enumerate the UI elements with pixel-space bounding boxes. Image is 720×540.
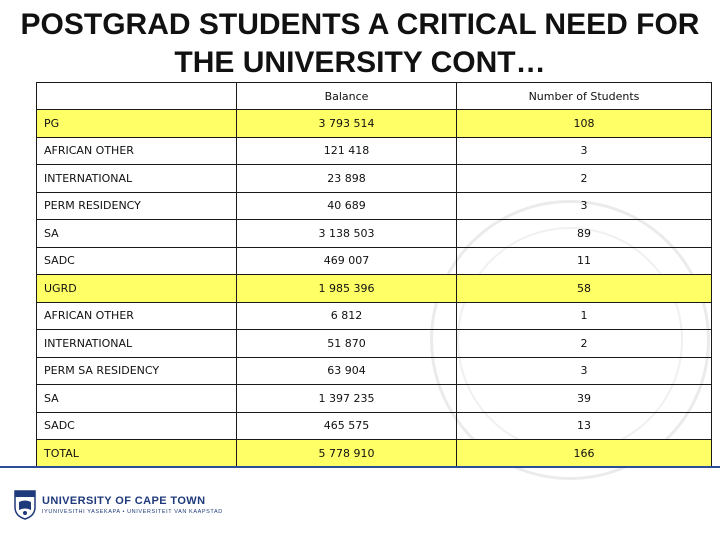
row-balance: 23 898 bbox=[237, 165, 457, 193]
row-number-of-students: 108 bbox=[457, 110, 712, 138]
row-number-of-students: 89 bbox=[457, 220, 712, 248]
table-row bbox=[37, 220, 712, 248]
table-row bbox=[37, 192, 712, 220]
row-number-of-students: 2 bbox=[457, 330, 712, 358]
row-number-of-students: 58 bbox=[457, 275, 712, 303]
row-label: SA bbox=[37, 220, 237, 248]
university-logo bbox=[14, 490, 223, 520]
row-number-of-students: 39 bbox=[457, 385, 712, 413]
table-row bbox=[37, 110, 712, 138]
table-row bbox=[37, 357, 712, 385]
row-label: SADC bbox=[37, 412, 237, 440]
header-number-of-students: Number of Students bbox=[457, 83, 712, 110]
row-label: UGRD bbox=[37, 275, 237, 303]
row-label: SADC bbox=[37, 247, 237, 275]
row-label: SA bbox=[37, 385, 237, 413]
table-row bbox=[37, 247, 712, 275]
table-row bbox=[37, 165, 712, 193]
row-number-of-students: 3 bbox=[457, 357, 712, 385]
row-balance: 121 418 bbox=[237, 137, 457, 165]
table-row bbox=[37, 412, 712, 440]
row-balance: 469 007 bbox=[237, 247, 457, 275]
table-header-row bbox=[37, 83, 712, 110]
footer-divider bbox=[0, 466, 720, 468]
row-balance: 1 985 396 bbox=[237, 275, 457, 303]
row-label: PERM RESIDENCY bbox=[37, 192, 237, 220]
table-row bbox=[37, 385, 712, 413]
row-label: PERM SA RESIDENCY bbox=[37, 357, 237, 385]
table-row bbox=[37, 330, 712, 358]
row-number-of-students: 1 bbox=[457, 302, 712, 330]
slide-title bbox=[0, 6, 720, 82]
row-label: INTERNATIONAL bbox=[37, 330, 237, 358]
row-number-of-students: 166 bbox=[457, 440, 712, 468]
logo-tagline: IYUNIVESITHI YASEKAPA • UNIVERSITEIT VAN KAAPSTAD bbox=[42, 508, 223, 515]
row-balance: 5 778 910 bbox=[237, 440, 457, 468]
row-number-of-students: 3 bbox=[457, 192, 712, 220]
row-number-of-students: 2 bbox=[457, 165, 712, 193]
balance-table bbox=[36, 82, 712, 468]
table-row bbox=[37, 137, 712, 165]
header-balance: Balance bbox=[237, 83, 457, 110]
row-number-of-students: 13 bbox=[457, 412, 712, 440]
row-label: AFRICAN OTHER bbox=[37, 137, 237, 165]
uct-crest-icon bbox=[14, 490, 36, 520]
slide-title-line-2: THE UNIVERSITY CONT… bbox=[174, 46, 546, 79]
table-row bbox=[37, 302, 712, 330]
row-balance: 1 397 235 bbox=[237, 385, 457, 413]
row-number-of-students: 11 bbox=[457, 247, 712, 275]
row-label: AFRICAN OTHER bbox=[37, 302, 237, 330]
row-balance: 3 793 514 bbox=[237, 110, 457, 138]
slide-title-line-1: POSTGRAD STUDENTS A CRITICAL NEED FOR bbox=[20, 8, 700, 41]
table-row bbox=[37, 275, 712, 303]
row-label: INTERNATIONAL bbox=[37, 165, 237, 193]
row-number-of-students: 3 bbox=[457, 137, 712, 165]
row-balance: 40 689 bbox=[237, 192, 457, 220]
logo-name: UNIVERSITY OF CAPE TOWN bbox=[42, 494, 206, 507]
row-balance: 63 904 bbox=[237, 357, 457, 385]
table-row bbox=[37, 440, 712, 468]
header-category bbox=[37, 83, 237, 110]
row-balance: 6 812 bbox=[237, 302, 457, 330]
row-balance: 3 138 503 bbox=[237, 220, 457, 248]
table-body bbox=[37, 110, 712, 468]
row-balance: 465 575 bbox=[237, 412, 457, 440]
row-label: PG bbox=[37, 110, 237, 138]
row-balance: 51 870 bbox=[237, 330, 457, 358]
row-label: TOTAL bbox=[37, 440, 237, 468]
